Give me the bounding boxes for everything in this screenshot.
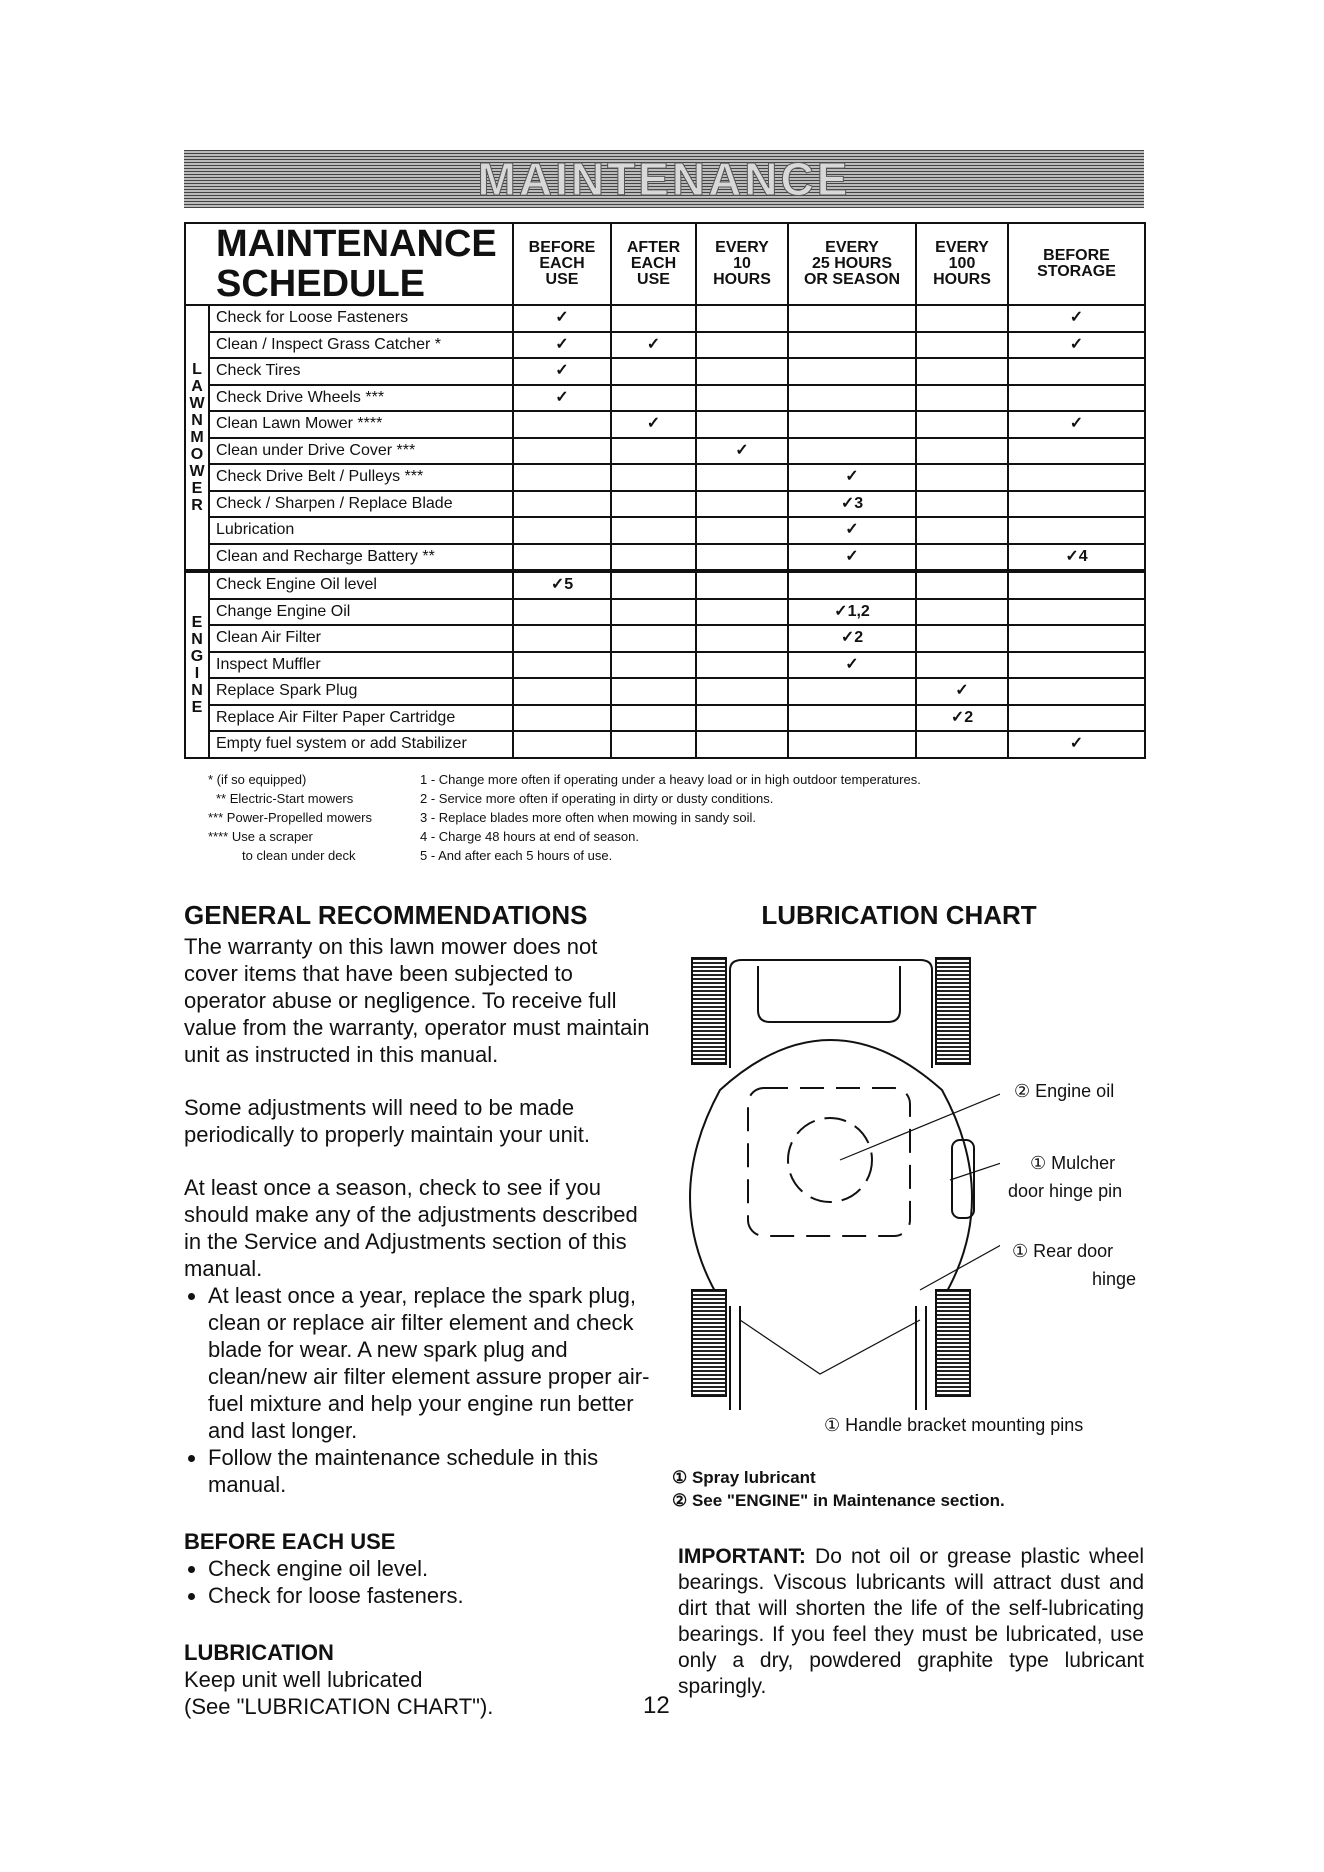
check-cell — [788, 705, 916, 732]
list-item: • Follow the maintenance schedule in this manual. — [208, 1444, 654, 1498]
check-cell — [1008, 599, 1145, 626]
check-cell — [916, 438, 1008, 465]
page-number: 12 — [643, 1692, 670, 1719]
table-row — [185, 599, 1145, 626]
table-row — [185, 544, 1145, 572]
check-cell — [513, 438, 611, 465]
callout-handle-bracket: ① Handle bracket mounting pins — [824, 1415, 1084, 1435]
check-cell — [1008, 491, 1145, 518]
check-cell: ✓ — [513, 385, 611, 412]
col-every-25-hours: EVERY 25 HOURS OR SEASON — [788, 223, 916, 305]
important-text: Do not oil or grease plastic wheel bearings. Viscous lubricants will attract dust and dirt that will shorten the life of the self-lubricating bearings. If you feel they must be lubricated, use only a dry, powdered graphite type lubricant sparingly. — [678, 1545, 1144, 1698]
check-cell — [696, 517, 788, 544]
handle-icon — [730, 960, 932, 1068]
wheel-icon — [692, 958, 726, 1064]
banner-title: MAINTENANCE — [477, 153, 851, 205]
check-cell — [1008, 705, 1145, 732]
check-cell: ✓ — [1008, 731, 1145, 758]
col-before-storage: BEFORE STORAGE — [1008, 223, 1145, 305]
check-cell — [916, 491, 1008, 518]
check-cell — [611, 464, 696, 491]
table-row — [185, 464, 1145, 491]
check-cell — [788, 385, 916, 412]
check-cell — [1008, 652, 1145, 679]
lubrication-line1: Keep unit well lubricated — [184, 1667, 423, 1692]
task-label: Change Engine Oil — [209, 599, 513, 626]
check-cell — [916, 464, 1008, 491]
col-every-10-hours: EVERY 10 HOURS — [696, 223, 788, 305]
col-after-each-use: AFTER EACH USE — [611, 223, 696, 305]
check-cell: ✓ — [788, 464, 916, 491]
check-cell — [788, 332, 916, 359]
task-label: Clean under Drive Cover *** — [209, 438, 513, 465]
check-cell: ✓ — [611, 411, 696, 438]
side-label-engine: E N G I N E — [185, 571, 209, 758]
section-banner — [184, 150, 1144, 208]
check-cell — [513, 678, 611, 705]
table-row — [185, 491, 1145, 518]
task-label: Clean / Inspect Grass Catcher * — [209, 332, 513, 359]
callout-engine-oil: ② Engine oil — [1014, 1081, 1115, 1101]
before-each-use-list — [184, 1555, 654, 1609]
footnotes-symbols: * (if so equipped) ** Electric-Start mowers *** Power-Propelled mowers **** Use a scraper to clean under deck — [208, 772, 373, 863]
check-cell — [513, 544, 611, 572]
general-p1: The warranty on this lawn mower does not cover items that have been subjected to operator abuse or negligence. To receive full value from the warranty, operator must maintain unit as instructed in this manual. — [184, 934, 650, 1067]
side-label-lawnmower: L A W N M O W E R — [185, 305, 209, 571]
check-cell — [611, 385, 696, 412]
check-cell — [916, 305, 1008, 332]
check-cell: ✓ — [611, 332, 696, 359]
check-cell — [1008, 517, 1145, 544]
callout-mulcher: ① Mulcher — [1030, 1153, 1116, 1173]
callout-mulcher-pin: door hinge pin — [1008, 1181, 1123, 1201]
check-cell — [611, 705, 696, 732]
check-cell — [1008, 571, 1145, 599]
check-cell — [696, 652, 788, 679]
check-cell — [1008, 678, 1145, 705]
general-bullets — [184, 1282, 654, 1498]
table-row — [185, 678, 1145, 705]
check-cell — [513, 464, 611, 491]
lubrication-line2: (See "LUBRICATION CHART"). — [184, 1694, 494, 1719]
table-row — [185, 517, 1145, 544]
check-cell — [611, 599, 696, 626]
check-cell — [611, 358, 696, 385]
table-row — [185, 731, 1145, 758]
check-cell — [611, 491, 696, 518]
check-cell — [788, 358, 916, 385]
general-p2: Some adjustments will need to be made periodically to properly maintain your unit. — [184, 1095, 590, 1147]
check-cell — [788, 438, 916, 465]
callout-rear-door-hinge: hinge — [1092, 1269, 1137, 1289]
before-each-use-heading: BEFORE EACH USE — [184, 1529, 396, 1554]
check-cell: ✓ — [1008, 411, 1145, 438]
check-cell — [1008, 464, 1145, 491]
check-cell — [916, 652, 1008, 679]
col-every-100-hours: EVERY 100 HOURS — [916, 223, 1008, 305]
check-cell: ✓5 — [513, 571, 611, 599]
check-cell: ✓ — [513, 305, 611, 332]
check-cell — [696, 678, 788, 705]
table-row — [185, 571, 1145, 599]
list-item: • At least once a year, replace the spark plug, clean or replace air filter element and check blade for wear. A new spark plug and clean/new air filter element assure proper air-fuel mixture and help your engine run better and last longer. — [208, 1282, 654, 1444]
col-before-each-use: BEFORE EACH USE — [513, 223, 611, 305]
table-row — [185, 332, 1145, 359]
table-row — [185, 411, 1145, 438]
check-cell — [788, 411, 916, 438]
check-cell — [916, 625, 1008, 652]
check-cell — [916, 332, 1008, 359]
check-cell: ✓ — [1008, 332, 1145, 359]
legend-engine: ② See "ENGINE" in Maintenance section. — [672, 1491, 1005, 1510]
check-cell — [696, 544, 788, 572]
check-cell: ✓ — [513, 332, 611, 359]
check-cell: ✓4 — [1008, 544, 1145, 572]
check-cell — [513, 652, 611, 679]
list-item: • Check for loose fasteners. — [208, 1582, 654, 1609]
check-cell — [916, 411, 1008, 438]
check-cell — [611, 544, 696, 572]
check-cell — [611, 678, 696, 705]
check-cell: ✓2 — [916, 705, 1008, 732]
check-cell — [1008, 625, 1145, 652]
check-cell — [696, 358, 788, 385]
check-cell — [916, 517, 1008, 544]
general-p3: At least once a season, check to see if you should make any of the adjustments described in the Service and Adjustments section of this manual. — [184, 1175, 638, 1281]
table-row — [185, 438, 1145, 465]
check-cell — [1008, 438, 1145, 465]
footnotes-numbered: 1 - Change more often if operating under a heavy load or in high outdoor temperatures. 2 - Service more often if operating in dirty or dusty conditions. 3 - Replace blades more often when mowing in sandy soil. 4 - Charge 48 hours at end of season. 5 - And after each 5 hours of use. — [420, 772, 921, 863]
lubrication-chart-section — [668, 900, 1144, 931]
task-label: Check Drive Belt / Pulleys *** — [209, 464, 513, 491]
table-row — [185, 625, 1145, 652]
task-label: Check / Sharpen / Replace Blade — [209, 491, 513, 518]
check-cell: ✓ — [788, 544, 916, 572]
check-cell: ✓ — [916, 678, 1008, 705]
lube-legend — [672, 1466, 1005, 1512]
check-cell — [696, 464, 788, 491]
table-row — [185, 385, 1145, 412]
check-cell — [788, 571, 916, 599]
check-cell — [696, 599, 788, 626]
important-note — [678, 1544, 1144, 1700]
task-label: Lubrication — [209, 517, 513, 544]
task-label: Check Drive Wheels *** — [209, 385, 513, 412]
check-cell — [513, 517, 611, 544]
check-cell — [1008, 358, 1145, 385]
check-cell — [611, 571, 696, 599]
check-cell: ✓2 — [788, 625, 916, 652]
task-label: Check Tires — [209, 358, 513, 385]
table-row — [185, 305, 1145, 332]
list-item: • Check engine oil level. — [208, 1555, 654, 1582]
check-cell — [916, 385, 1008, 412]
check-cell — [513, 411, 611, 438]
task-label: Inspect Muffler — [209, 652, 513, 679]
check-cell — [611, 731, 696, 758]
table-row — [185, 358, 1145, 385]
check-cell — [788, 678, 916, 705]
lubrication-chart-title: LUBRICATION CHART — [761, 900, 1037, 930]
check-cell: ✓ — [513, 358, 611, 385]
check-cell — [916, 599, 1008, 626]
check-cell — [696, 305, 788, 332]
check-cell — [513, 731, 611, 758]
check-cell — [696, 705, 788, 732]
table-row — [185, 652, 1145, 679]
check-cell — [611, 517, 696, 544]
check-cell — [611, 652, 696, 679]
deck-outline — [690, 1040, 972, 1300]
check-cell — [611, 305, 696, 332]
check-cell — [696, 625, 788, 652]
engine-circle — [788, 1118, 872, 1202]
schedule-title: MAINTENANCE SCHEDULE — [185, 223, 513, 305]
wheel-icon — [936, 1290, 970, 1396]
task-label: Replace Air Filter Paper Cartridge — [209, 705, 513, 732]
check-cell — [696, 571, 788, 599]
check-cell: ✓3 — [788, 491, 916, 518]
check-cell — [696, 332, 788, 359]
check-cell — [513, 491, 611, 518]
task-label: Clean and Recharge Battery ** — [209, 544, 513, 572]
check-cell — [611, 438, 696, 465]
callout-rear-door: ① Rear door — [1012, 1241, 1114, 1261]
engine-outline — [748, 1088, 910, 1236]
handle-bracket-icon — [730, 1306, 926, 1410]
mower-diagram — [680, 950, 1000, 1410]
check-cell — [916, 571, 1008, 599]
check-cell — [611, 625, 696, 652]
maintenance-schedule-table — [184, 222, 1146, 759]
check-cell — [513, 705, 611, 732]
task-label: Clean Lawn Mower **** — [209, 411, 513, 438]
check-cell: ✓ — [788, 652, 916, 679]
important-label: IMPORTANT: — [678, 1545, 806, 1568]
check-cell — [513, 599, 611, 626]
check-cell — [513, 625, 611, 652]
legend-spray: ① Spray lubricant — [672, 1468, 816, 1487]
check-cell — [788, 305, 916, 332]
check-cell: ✓1,2 — [788, 599, 916, 626]
table-row — [185, 705, 1145, 732]
wheel-icon — [692, 1290, 726, 1396]
task-label: Check for Loose Fasteners — [209, 305, 513, 332]
task-label: Empty fuel system or add Stabilizer — [209, 731, 513, 758]
general-heading: GENERAL RECOMMENDATIONS — [184, 900, 588, 930]
check-cell: ✓ — [696, 438, 788, 465]
task-label: Clean Air Filter — [209, 625, 513, 652]
check-cell — [916, 731, 1008, 758]
check-cell — [696, 491, 788, 518]
check-cell — [1008, 385, 1145, 412]
check-cell — [916, 544, 1008, 572]
check-cell: ✓ — [788, 517, 916, 544]
check-cell: ✓ — [1008, 305, 1145, 332]
task-label: Check Engine Oil level — [209, 571, 513, 599]
lubrication-heading: LUBRICATION — [184, 1640, 334, 1665]
check-cell — [696, 385, 788, 412]
wheel-icon — [936, 958, 970, 1064]
schedule-header-row — [185, 223, 1145, 305]
check-cell — [696, 411, 788, 438]
check-cell — [696, 731, 788, 758]
check-cell — [788, 731, 916, 758]
left-column — [184, 902, 654, 1720]
check-cell — [916, 358, 1008, 385]
task-label: Replace Spark Plug — [209, 678, 513, 705]
